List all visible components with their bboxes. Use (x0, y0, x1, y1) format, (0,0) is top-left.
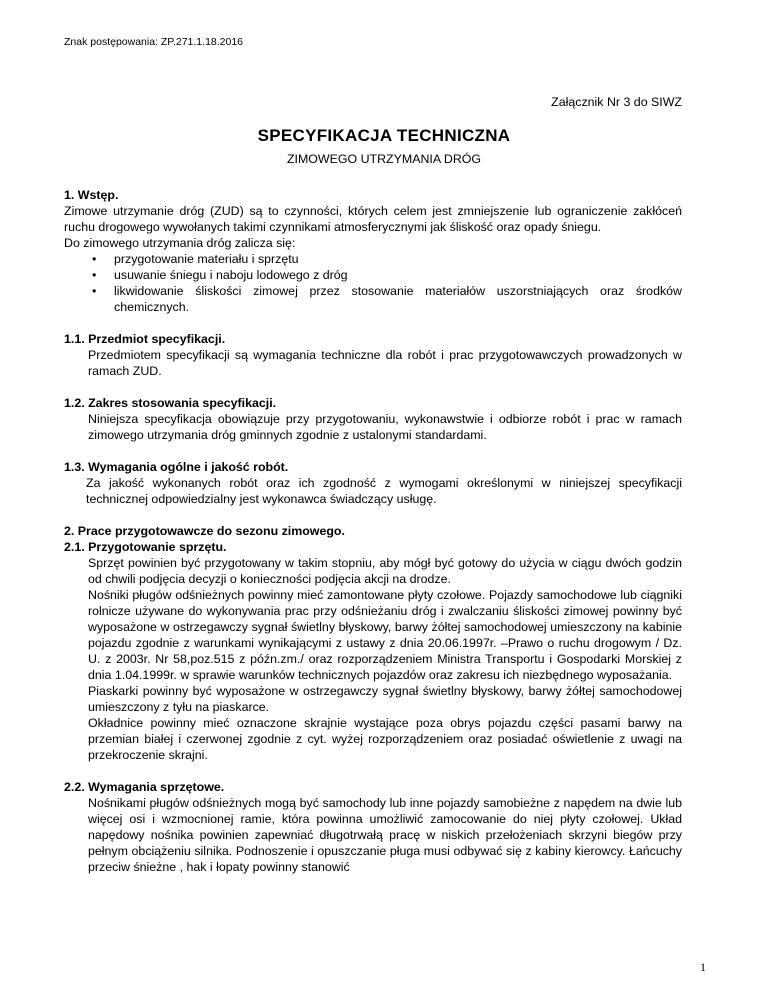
section-2-1-paragraph-1: Sprzęt powinien być przygotowany w takim stopniu, aby mógł być gotowy do użycia w ciągu dwóch godzin od chwili podjęcia decyzji o konieczności podjęcia akcji na drodze. (88, 556, 682, 586)
section-1-paragraph: Zimowe utrzymanie dróg (ZUD) są to czynności, których celem jest zmniejszenie lub ograniczenie zakłóceń ruchu drogowego wywołanych takimi czynnikami atmosferycznymi jak śliskość oraz opady śniegu. (64, 204, 682, 234)
section-1-heading: 1. Wstęp. (64, 188, 119, 202)
page-number: 1 (700, 960, 706, 974)
section-1-list-intro: Do zimowego utrzymania dróg zalicza się: (64, 236, 296, 250)
document-body (64, 187, 682, 875)
section-1-3-heading: 1.3. Wymagania ogólne i jakość robót. (64, 460, 289, 474)
section-1-bullet-list (64, 251, 682, 315)
section-2-1-paragraph-3: Piaskarki powinny być wyposażone w ostrzegawczy sygnał świetlny błyskowy, barwy żółtej samochodowej umieszczony z tyłu na piaskarce. (88, 684, 682, 714)
section-2-2-heading: 2.2. Wymagania sprzętowe. (64, 780, 225, 794)
section-2-heading: 2. Prace przygotowawcze do sezonu zimowego. (64, 524, 345, 538)
document-title: SPECYFIKACJA TECHNICZNA (257, 126, 511, 145)
procedure-reference: Znak postępowania: ZP.271.1.18.2016 (64, 36, 244, 48)
section-2-1-heading: 2.1. Przygotowanie sprzętu. (64, 540, 227, 554)
section-1-2-body: Niniejsza specyfikacja obowiązuje przy przygotowaniu, wykonawstwie i odbiorze robót i prac w ramach zimowego utrzymania dróg gminnych zgodnie z ustalonymi standardami. (88, 412, 682, 442)
section-2-1-paragraph-4: Okładnice powinny mieć oznaczone skrajnie wystające poza obrys pojazdu części pasami barwy na przemian białej i czerwonej zgodnie z cyt. wyżej rozporządzeniem oraz posiadać oświetlenie z uwagi na przekroczenie skrajni. (88, 716, 682, 762)
list-item: • usuwanie śniegu i naboju lodowego z dróg (92, 268, 348, 282)
section-2-1-paragraph-2: Nośniki pługów odśnieżnych powinny mieć zamontowane płyty czołowe. Pojazdy samochodowe lub ciągniki rolnicze używane do wykonywania prac przy odśnieżaniu dróg i zwalczaniu śliskości zimowej powinny być wyposażone w ostrzegawczy sygnał świetlny błyskowy, barwy żółtej samochodowej umieszczony na kabinie pojazdu zgodnie z warunkami wynikającymi z ustawy z dnia 20.06.1997r. –Prawo o ruchu drogowym / Dz. U. z 2003r. Nr 58,poz.515 z późn.zm./ oraz rozporządzeniem Ministra Transportu i Gospodarki Morskiej z dnia 1.04.1999r. w sprawie warunków technicznych pojazdów oraz zakresu ich niezbędnego wyposażania. (88, 588, 682, 682)
bullet-icon: • (92, 284, 97, 298)
list-item: • przygotowanie materiału i sprzętu (92, 252, 299, 266)
bullet-icon: • (92, 268, 97, 282)
document-subtitle: ZIMOWEGO UTRZYMANIA DRÓG (286, 152, 482, 166)
section-1-1-body: Przedmiotem specyfikacji są wymagania techniczne dla robót i prac przygotowawczych prowadzonych w ramach ZUD. (88, 348, 682, 378)
list-item: • likwidowanie śliskości zimowej przez stosowanie materiałów uszorstniających oraz środków chemicznych. (92, 284, 682, 314)
annex-label: Załącznik Nr 3 do SIWZ (551, 95, 682, 109)
bullet-icon: • (92, 252, 97, 266)
section-1-2-heading: 1.2. Zakres stosowania specyfikacji. (64, 396, 277, 410)
section-1-1-heading: 1.1. Przedmiot specyfikacji. (64, 332, 226, 346)
section-1-3-body: Za jakość wykonanych robót oraz ich zgodność z wymogami określonymi w niniejszej specyfikacji technicznej odpowiedzialny jest wykonawca świadczący usługę. (86, 476, 682, 506)
section-2-2-body: Nośnikami pługów odśnieżnych mogą być samochody lub inne pojazdy samobieżne z napędem na dwie lub więcej osi i wzmocnionej ramie, która powinna umożliwić zamocowanie do niej płyty czołowej. Układ napędowy nośnika powinien zapewniać długotrwałą pracę w niskich przełożeniach skrzyni biegów przy pełnym obciążeniu silnika. Podnoszenie i opuszczanie pługa musi odbywać się z kabiny kierowcy. Łańcuchy przeciw śnieżne , hak i łopaty powinny stanowić (88, 796, 682, 874)
